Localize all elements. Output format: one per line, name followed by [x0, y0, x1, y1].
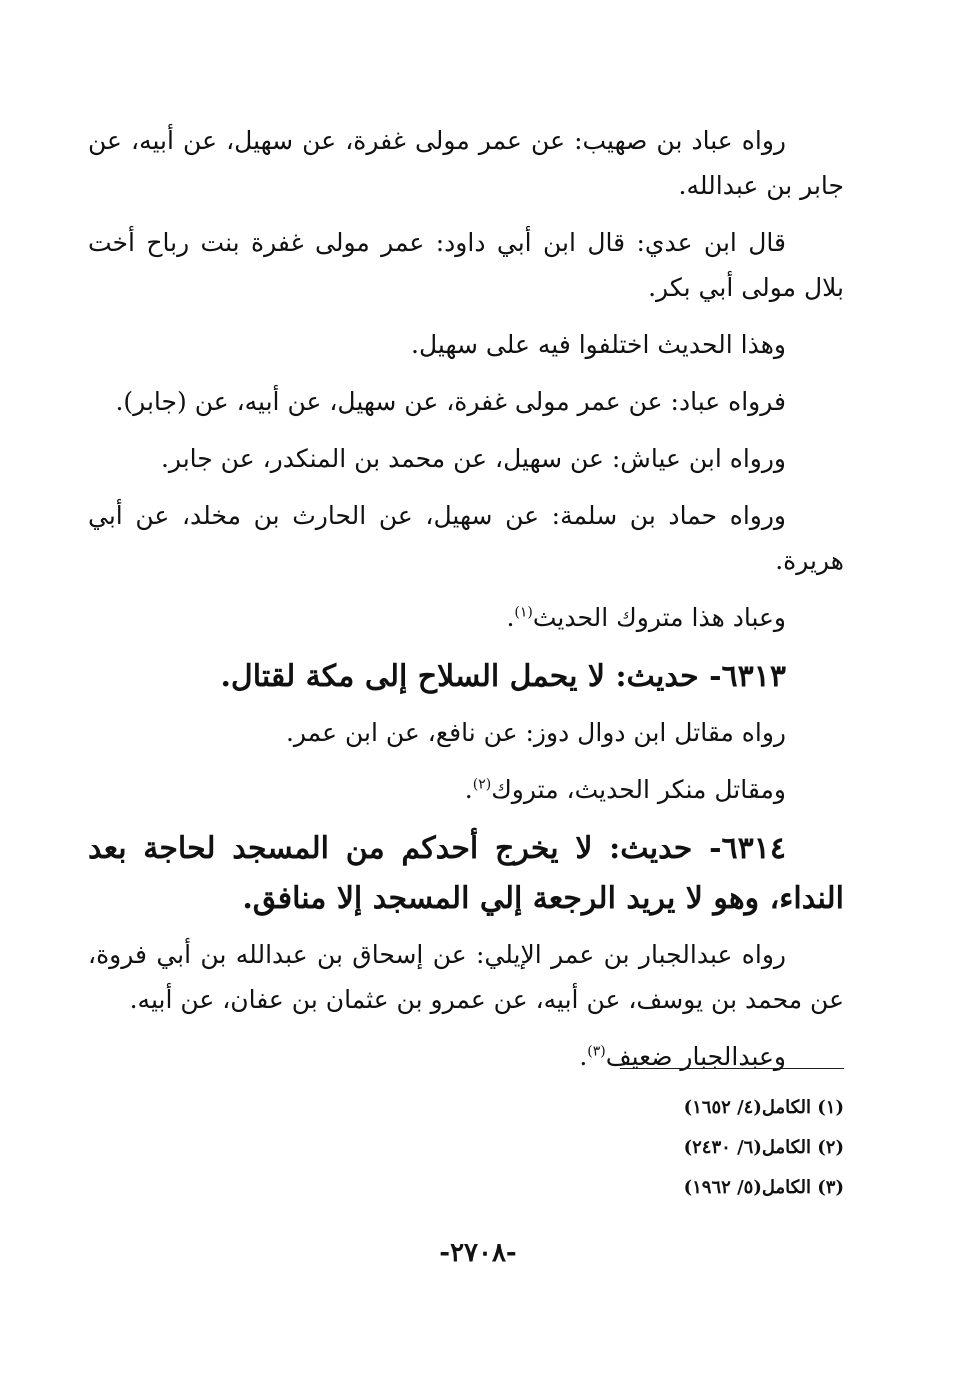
paragraph: ورواه حماد بن سلمة: عن سهيل، عن الحارث بن مخلد، عن أبي هريرة.: [88, 501, 844, 575]
paragraph: رواه عباد بن صهيب: عن عمر مولى غفرة، عن سهيل، عن أبيه، عن جابر بن عبدالله.: [88, 126, 844, 200]
footnote: (٢) الكامل(٦/ ٢٤٣٠): [683, 1137, 844, 1158]
paragraph: ورواه ابن عياش: عن سهيل، عن محمد بن المنكدر، عن جابر.: [160, 444, 786, 473]
paragraph: [88, 1034, 844, 1079]
footnote-ref: (١): [514, 604, 533, 621]
paragraph: [88, 767, 844, 812]
page-number: -٢٧٠٨-: [439, 1238, 517, 1268]
footnote-ref: (٢): [472, 776, 492, 793]
paragraph-text: وعباد هذا متروك الحديث: [532, 603, 786, 632]
paragraph-end: .: [579, 1042, 588, 1071]
paragraph: قال ابن عدي: قال ابن أبي داود: عمر مولى غفرة بنت رباح أخت بلال مولى أبي بكر.: [88, 228, 844, 302]
hadith-heading: ٦٣١٣- حديث: لا يحمل السلاح إلى مكة لقتال.: [220, 659, 786, 694]
paragraph: رواه مقاتل ابن دوال دوز: عن نافع، عن ابن عمر.: [285, 718, 786, 747]
paragraph-text: ومقاتل منكر الحديث، متروك: [491, 775, 786, 804]
hadith-heading: ٦٣١٤- حديث: لا يخرج أحدكم من المسجد لحاجة بعد النداء، وهو لا يريد الرجعة إلي المسجد إلا منافق.: [88, 831, 844, 916]
paragraph-end: .: [506, 603, 515, 632]
main-text: [88, 118, 844, 1091]
paragraph-text: وعبدالجبار ضعيف: [605, 1042, 786, 1071]
footnotes: [560, 1088, 844, 1208]
footnote: (١) الكامل(٤/ ١٦٥٢): [683, 1097, 844, 1118]
paragraph: [88, 595, 844, 640]
paragraph: فرواه عباد: عن عمر مولى غفرة، عن سهيل، عن أبيه، عن (جابر).: [115, 387, 786, 416]
footnote-ref: (٣): [587, 1043, 606, 1060]
footnote-divider: [620, 1068, 844, 1069]
paragraph-end: .: [464, 775, 473, 804]
footnote: (٣) الكامل(٥/ ١٩٦٢): [683, 1177, 844, 1198]
paragraph: وهذا الحديث اختلفوا فيه على سهيل.: [411, 330, 786, 359]
paragraph: رواه عبدالجبار بن عمر الإيلي: عن إسحاق بن عبدالله بن أبي فروة، عن محمد بن يوسف، عن أبيه، عن عمرو بن عثمان بن عفان، عن أبيه.: [88, 940, 844, 1014]
